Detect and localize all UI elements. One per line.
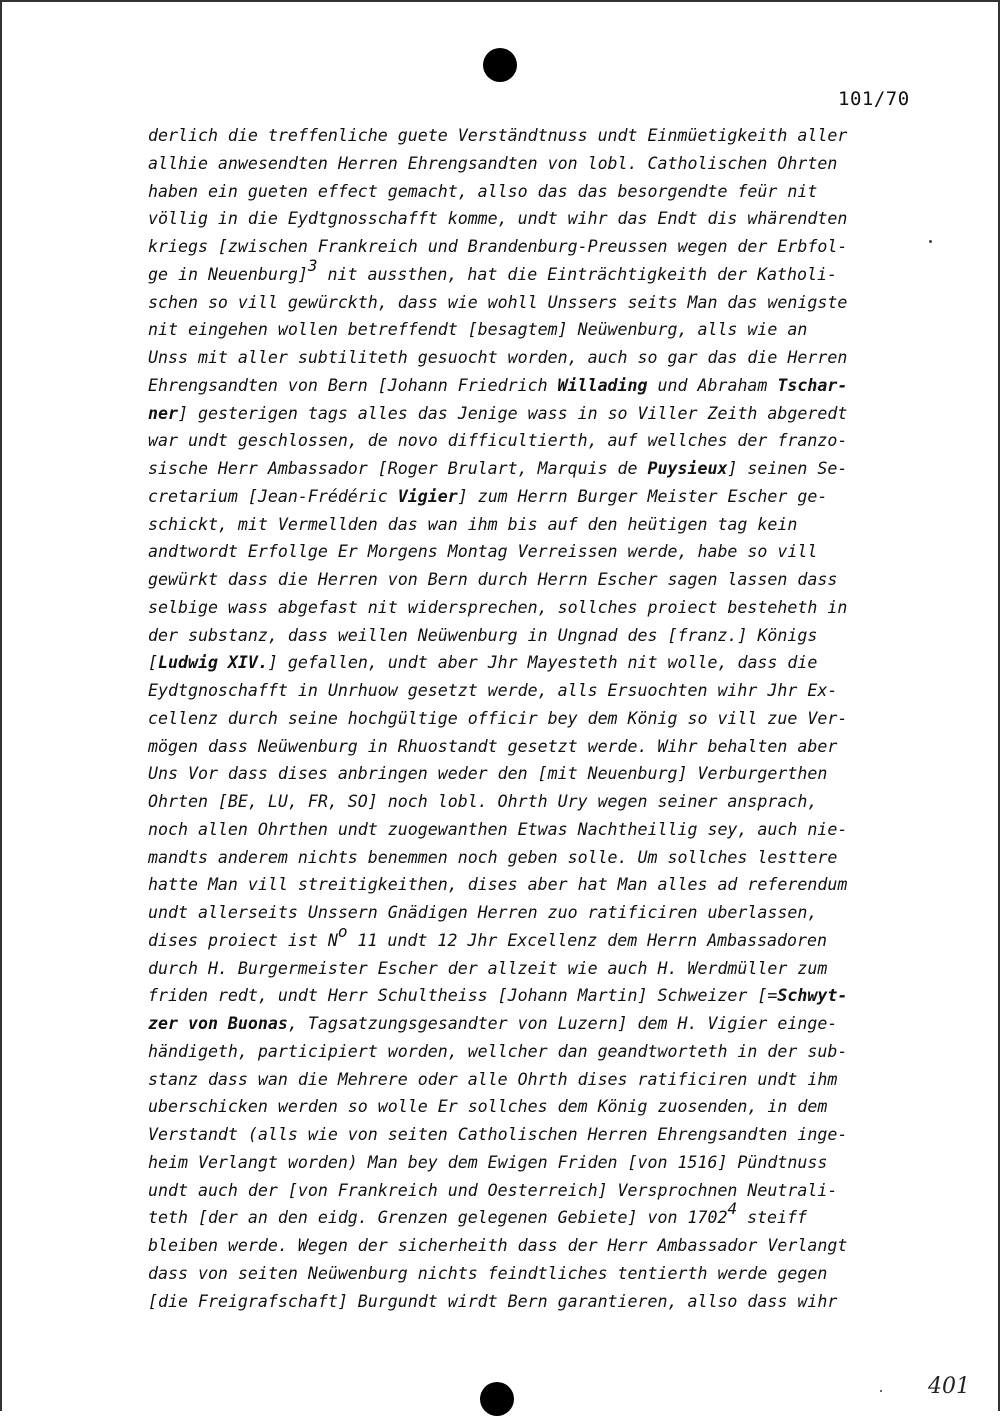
text-segment: heim Verlangt worden) Man bey dem Ewigen Friden [von 1516] Pündtnuss xyxy=(148,1152,828,1172)
text-line xyxy=(148,594,928,622)
text-segment: nit aussthen, hat die Einträchtigkeith der Katholi- xyxy=(317,264,837,284)
superscript: 4 xyxy=(727,1199,738,1219)
text-line xyxy=(148,400,928,428)
name-emphasis: Schwyt- xyxy=(777,986,848,1006)
text-segment: [ xyxy=(148,653,158,673)
text-line xyxy=(148,289,928,317)
text-segment: Eydtgnoschafft in Unrhuow gesetzt werde, alls Ersuochten wihr Jhr Ex- xyxy=(148,681,838,700)
text-segment: der substanz, dass weillen Neüwenburg in Ungnad des [franz.] Königs xyxy=(148,625,818,645)
superscript: 3 xyxy=(307,255,318,275)
text-line xyxy=(148,760,928,788)
name-emphasis: Willading xyxy=(557,375,648,395)
text-segment: schen so vill gewürckth, dass wie wohll Unssers seits Man das wenigste xyxy=(148,292,848,312)
text-segment: allhie anwesendten Herren Ehrengsandten von lobl. Catholischen Ohrten xyxy=(148,153,838,173)
text-line xyxy=(148,1232,928,1260)
name-emphasis: zer von Buonas xyxy=(148,1014,288,1033)
name-emphasis: Tschar- xyxy=(777,375,848,395)
text-segment: Uns Vor dass dises anbringen weder den [mit Neuenburg] Verburgerthen xyxy=(148,764,828,784)
text-segment: ] zum Herrn Burger Meister Escher ge- xyxy=(457,486,828,506)
text-line xyxy=(148,1199,928,1232)
text-line xyxy=(148,816,928,844)
text-line xyxy=(148,122,928,150)
text-line xyxy=(148,372,928,400)
superscript: o xyxy=(337,921,348,941)
text-segment: war undt geschlossen, de novo difficultierth, auf wellches der franzo- xyxy=(148,431,848,451)
text-line xyxy=(148,622,928,650)
text-line xyxy=(148,483,928,511)
text-segment: noch allen Ohrthen undt zuogewanthen Etwas Nachtheillig sey, auch nie- xyxy=(148,819,848,839)
text-line xyxy=(148,344,928,372)
margin-dot xyxy=(929,240,932,243)
text-line xyxy=(148,1093,928,1121)
text-line xyxy=(148,982,928,1010)
name-emphasis: Ludwig XIV. xyxy=(158,653,268,673)
page-border-top xyxy=(0,0,1000,2)
page-number: 101/70 xyxy=(838,88,910,110)
text-line xyxy=(148,255,928,289)
text-line xyxy=(148,705,928,733)
text-segment: [die Freigrafschaft] Burgundt wirdt Bern garantieren, allso dass wihr xyxy=(148,1291,838,1311)
text-line xyxy=(148,150,928,178)
text-segment: ] seinen Se- xyxy=(727,459,848,478)
text-segment: teth [der an den eidg. Grenzen gelegenen Gebiete] von 1702 xyxy=(148,1208,728,1228)
text-segment: selbige wass abgefast nit widersprechen, sollches proiect besteheth in xyxy=(148,597,848,617)
text-segment: Verstandt (alls wie von seiten Catholischen Herren Ehrengsandten inge- xyxy=(148,1125,848,1144)
text-line xyxy=(148,427,928,455)
text-line xyxy=(148,566,928,594)
text-segment: derlich die treffenliche guete Verständtnuss undt Einmüetigkeith aller xyxy=(148,126,848,145)
text-line xyxy=(148,233,928,261)
text-segment: ] gefallen, undt aber Jhr Mayesteth nit wolle, dass die xyxy=(267,653,818,673)
text-segment: mögen dass Neüwenburg in Rhuostandt gesetzt werde. Wihr behalten aber xyxy=(148,736,838,756)
text-segment: händigeth, participiert worden, wellcher dan geandtworteth in der sub- xyxy=(148,1041,848,1061)
archive-number: 401 xyxy=(928,1374,970,1399)
text-segment: ge in Neuenburg] xyxy=(148,264,308,284)
text-segment: dass von seiten Neüwenburg nichts feindtliches tentierth werde gegen xyxy=(148,1263,828,1283)
text-segment: stanz dass wan die Mehrere oder alle Ohrth dises ratificiren undt ihm xyxy=(148,1069,838,1089)
margin-dot-bottom xyxy=(880,1390,882,1392)
text-segment: völlig in die Eydtgnosschafft komme, undt wihr das Endt dis whärendten xyxy=(148,209,848,229)
text-segment: undt allerseits Unssern Gnädigen Herren zuo ratificiren uberlassen, xyxy=(148,903,818,922)
text-line xyxy=(148,1149,928,1177)
text-segment: sische Herr Ambassador [Roger Brulart, Marquis de xyxy=(148,459,648,478)
text-segment: friden redt, undt Herr Schultheiss [Johann Martin] Schweizer [= xyxy=(148,986,778,1006)
text-line xyxy=(148,1010,928,1038)
text-segment: haben ein gueten effect gemacht, allso das das besorgendte feür nit xyxy=(148,181,818,201)
punch-hole-top xyxy=(483,48,517,82)
text-line xyxy=(148,316,928,344)
text-line xyxy=(148,1066,928,1094)
text-segment: Unss mit aller subtiliteth gesuocht worden, auch so gar das die Herren xyxy=(148,348,848,367)
text-segment: Ehrengsandten von Bern [Johann Friedrich xyxy=(148,375,558,395)
text-line xyxy=(148,649,928,677)
text-line xyxy=(148,871,928,899)
text-segment: und Abraham xyxy=(647,375,778,395)
text-line xyxy=(148,455,928,483)
text-line xyxy=(148,1177,928,1205)
text-line xyxy=(148,1288,928,1316)
text-line xyxy=(148,511,928,539)
text-segment: schickt, mit Vermellden das wan ihm bis auf den heütigen tag kein xyxy=(148,514,798,534)
page-border-left xyxy=(0,0,2,1411)
text-segment: gewürkt dass die Herren von Bern durch Herrn Escher sagen lassen dass xyxy=(148,570,838,589)
text-segment: nit eingehen wollen betreffendt [besagtem] Neüwenburg, alls wie an xyxy=(148,320,808,340)
text-segment: ] gesterigen tags alles das Jenige wass in so Viller Zeith abgeredt xyxy=(177,403,848,423)
text-line xyxy=(148,899,928,927)
name-emphasis: Vigier xyxy=(397,486,458,506)
text-segment: kriegs [zwischen Frankreich und Brandenburg-Preussen wegen der Erbfol- xyxy=(148,237,848,256)
text-segment: cellenz durch seine hochgültige officir bey dem König so vill zue Ver- xyxy=(148,708,848,728)
text-line xyxy=(148,205,928,233)
text-line xyxy=(148,844,928,872)
text-line xyxy=(148,1121,928,1149)
text-line xyxy=(148,677,928,705)
text-segment: steiff xyxy=(737,1208,808,1228)
text-line xyxy=(148,733,928,761)
document-body xyxy=(148,122,928,1315)
text-segment: dises proiect ist N xyxy=(148,930,338,950)
text-segment: Ohrten [BE, LU, FR, SO] noch lobl. Ohrth Ury wegen seiner ansprach, xyxy=(148,792,818,811)
text-line xyxy=(148,1038,928,1066)
text-line xyxy=(148,788,928,816)
name-emphasis: ner xyxy=(148,403,178,423)
text-segment: undt auch der [von Frankreich und Oesterreich] Versprochnen Neutrali- xyxy=(148,1180,838,1200)
text-line xyxy=(148,1260,928,1288)
text-segment: durch H. Burgermeister Escher der allzeit wie auch H. Werdmüller zum xyxy=(148,958,828,978)
text-line xyxy=(148,921,928,955)
text-line xyxy=(148,955,928,983)
text-segment: 11 undt 12 Jhr Excellenz dem Herrn Ambassadoren xyxy=(347,930,828,950)
text-segment: hatte Man vill streitigkeithen, dises aber hat Man alles ad referendum xyxy=(148,875,848,895)
text-line xyxy=(148,538,928,566)
text-segment: , Tagsatzungsgesandter von Luzern] dem H. Vigier einge- xyxy=(287,1014,838,1033)
text-segment: andtwordt Erfollge Er Morgens Montag Verreissen werde, habe so vill xyxy=(148,542,818,562)
name-emphasis: Puysieux xyxy=(647,459,728,478)
text-line xyxy=(148,178,928,206)
text-segment: cretarium [Jean-Frédéric xyxy=(148,486,398,506)
text-segment: bleiben werde. Wegen der sicherheith dass der Herr Ambassador Verlangt xyxy=(148,1236,848,1255)
text-segment: uberschicken werden so wolle Er sollches dem König zuosenden, in dem xyxy=(148,1097,828,1117)
text-segment: mandts anderem nichts benemmen noch geben solle. Um sollches lesttere xyxy=(148,847,838,867)
